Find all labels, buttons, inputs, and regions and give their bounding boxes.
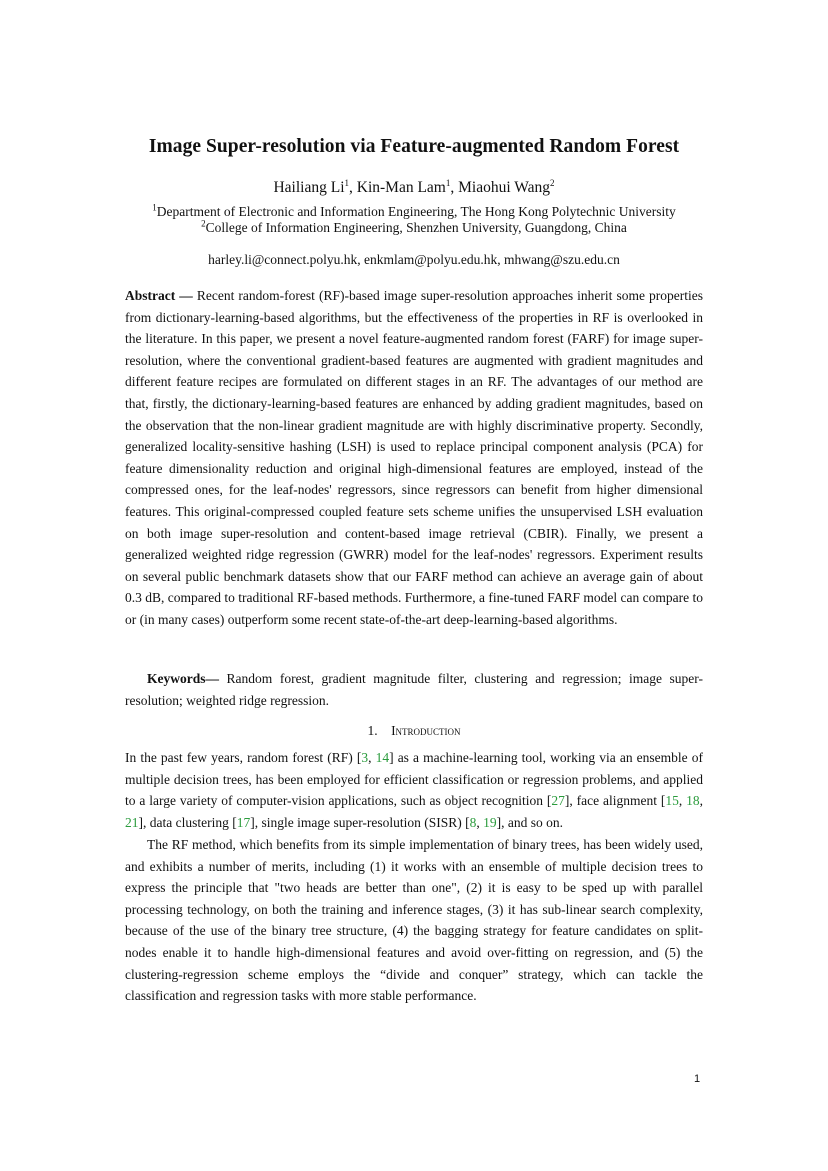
paragraph-text: , — [476, 814, 484, 830]
citation-link[interactable]: 21 — [125, 814, 139, 830]
citation-link[interactable]: 17 — [236, 814, 251, 830]
keywords-text: Random forest, gradient magnitude filter, clustering and regression; image super-resolution; weighted ridge regression. — [125, 671, 703, 708]
section-number: 1. — [367, 723, 378, 738]
author-affiliation-mark: 1 — [445, 177, 451, 188]
affiliation — [0, 204, 828, 220]
section-title: Introduction — [391, 723, 461, 738]
affiliation-text: College of Information Engineering, Shenzhen University, Guangdong, China — [205, 220, 627, 235]
author-emails: harley.li@connect.polyu.hk, enkmlam@polyu.edu.hk, mhwang@szu.edu.cn — [208, 252, 620, 267]
paragraph-text: In the past few years, random forest (RF) [ — [125, 750, 362, 765]
intro-paragraph-1 — [125, 747, 703, 833]
paragraph-text: ] as a machine-learning tool, working via an ensemble of multiple decision trees, has been employed for efficient classification or regression problems, and applied to a large variety of computer-vision applications, such as object recognition [ — [125, 750, 704, 809]
author-name: Hailiang Li — [273, 179, 345, 196]
citation-link[interactable]: 8 — [469, 814, 477, 830]
citation-link[interactable]: 3 — [361, 750, 369, 765]
paragraph-text: ], data clustering [ — [138, 814, 237, 830]
paragraph-text: , — [368, 750, 376, 765]
affiliation-text: Department of Electronic and Information Engineering, The Hong Kong Polytechnic University — [156, 204, 676, 219]
author-affiliation-mark: 1 — [344, 177, 350, 188]
paragraph-text: , — [678, 793, 687, 809]
abstract — [125, 285, 703, 631]
author-separator: , — [349, 179, 357, 196]
page-number: 1 — [694, 1073, 701, 1085]
intro-paragraph-2: The RF method, which benefits from its simple implementation of binary trees, has been widely used, and exhibits a number of merits, including (1) it works with an ensemble of multiple decision trees to express the principle that "two heads are better than one", (2) it is easy to be sped up with parallel processing technology, on both the training and inference stages, (3) it has sub-linear search complexity, because of the use of the binary tree structure, (4) the bagging strategy for feature candidates on split-nodes enable it to handle high-dimensional features and avoid over-fitting on regression, and (5) the clustering-regression scheme employs the “divide and conquer” strategy, which can tackle the classification and regression tasks with more stable performance. — [125, 837, 703, 1004]
paragraph-text: ], single image super-resolution (SISR) [ — [250, 814, 470, 830]
citation-link[interactable]: 27 — [551, 793, 565, 809]
citation-link[interactable]: 19 — [483, 814, 497, 830]
citation-link[interactable]: 18 — [686, 793, 700, 809]
author-name: Kin-Man Lam — [356, 179, 446, 196]
citation-link[interactable]: 14 — [375, 750, 390, 765]
author-list — [0, 179, 828, 197]
citation-link[interactable]: 15 — [665, 793, 679, 809]
affiliation — [0, 220, 828, 236]
author-separator: , — [450, 179, 459, 196]
author-name: Miaohui Wang — [458, 179, 551, 196]
paragraph-text: ], and so on. — [496, 814, 564, 830]
affiliation-mark: 1 — [152, 202, 157, 213]
paragraph-text: ], face alignment [ — [564, 793, 666, 809]
keywords-label: Keywords— — [147, 671, 219, 686]
abstract-text: Recent random-forest (RF)-based image super-resolution approaches inherit some properties from dictionary-learning-based algorithms, but the effectiveness of the properties in RF is overlooked in the literature. In this paper, we present a novel feature-augmented random forest (FARF) for image super-resolution, where the conventional gradient-based features are augmented with gradient magnitudes and different feature recipes are formulated on different stages in an RF. The advantages of our method are that, firstly, the dictionary-learning-based features are enhanced by adding gradient magnitudes, based on the observation that the non-linear gradient magnitude are with highly discriminative property. Secondly, generalized locality-sensitive hashing (LSH) is used to replace principal component analysis (PCA) for feature dimensionality reduction and original high-dimensional features are employed, instead of the compressed ones, for the leaf-nodes' regressors, since regressors can benefit from higher dimensional features. This original-compressed coupled feature sets scheme unifies the unsupervised LSH evaluation on both image super-resolution and content-based image retrieval (CBIR). Finally, we present a generalized weighted ridge regression (GWRR) model for the leaf-nodes' regressors. Experiment results on several public benchmark datasets show that our FARF method can achieve an average gain of about 0.3 dB, compared to traditional RF-based methods. Furthermore, a fine-tuned FARF model can compare to or (in many cases) outperform some recent state-of-the-art deep-learning-based algorithms. — [125, 288, 703, 627]
affiliation-mark: 2 — [201, 218, 206, 229]
keywords — [125, 668, 703, 711]
paper-title: Image Super-resolution via Feature-augmented Random Forest — [148, 136, 680, 157]
paragraph-text: , — [699, 793, 704, 809]
section-heading — [0, 723, 828, 739]
abstract-label: Abstract — — [125, 288, 193, 303]
author-affiliation-mark: 2 — [550, 177, 555, 188]
